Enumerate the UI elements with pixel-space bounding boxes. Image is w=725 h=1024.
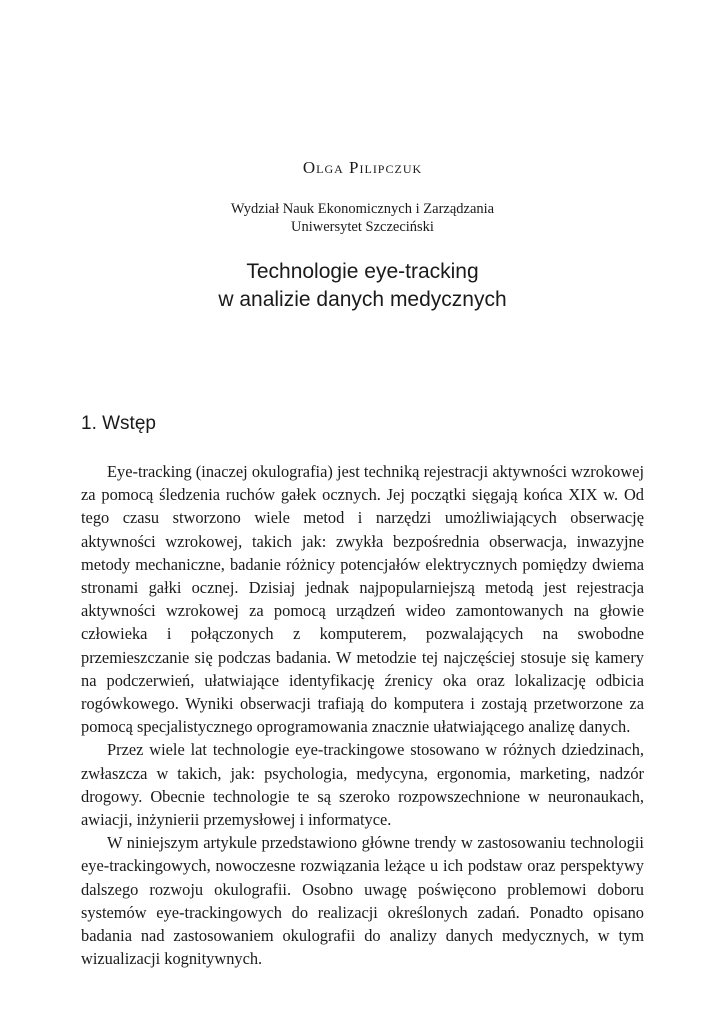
body-paragraph: Przez wiele lat technologie eye-trackingowe stosowano w różnych dziedzinach, zwłaszcza w takich, jak: psychologia, medycyna, ergonomia, marketing, nadzór drogowy. Obecnie technologie te są szeroko rozpowszechnione w neuronaukach, awiacji, inżynierii przemysłowej i informatyce. <box>81 740 644 830</box>
author-name: Olga Pilipczuk <box>302 158 423 177</box>
section-heading: 1. Wstęp <box>81 413 156 434</box>
affiliation-faculty: Wydział Nauk Ekonomicznych i Zarządzania <box>230 201 495 217</box>
section-body <box>81 460 644 970</box>
article-title <box>0 258 725 314</box>
body-paragraph: Eye-tracking (inaczej okulografia) jest techniką rejestracji aktywności wzrokowej za pomocą śledzenia ruchów gałek ocznych. Jej początki sięgają końca XIX w. Od tego czasu stworzono wiele metod i narzędzi umożliwiających obserwację aktywności wzrokowej, takich jak: zwykła bezpośrednia obserwacja, inwazyjne metody mechaniczne, badanie różnicy potencjałów elektrycznych pomiędzy dwiema stronami gałki ocznej. Dzisiaj jednak najpopularniejszą metodą jest rejestracja aktywności wzrokowej za pomocą urządzeń wideo zamontowanych na głowie człowieka i połączonych z komputerem, pozwalających na swobodne przemieszczanie się podczas badania. W metodzie tej najczęściej stosuje się kamery na podczerwień, ułatwiające identyfikację źrenicy oka oraz lokalizację odbicia rogówkowego. Wyniki obserwacji trafiają do komputera i zostają przetworzone za pomocą specjalistycznego oprogramowania znacznie ułatwiającego analizę danych. <box>81 462 644 737</box>
author-affiliation <box>0 200 725 236</box>
body-paragraph: W niniejszym artykule przedstawiono główne trendy w zastosowaniu technologii eye-trackingowych, nowoczesne rozwiązania leżące u ich podstaw oraz perspektywy dalszego rozwoju okulografii. Osobno uwagę poświęcono problemowi doboru systemów eye-trackingowych do realizacji określonych zadań. Ponadto opisano badania nad zastosowaniem okulografii do analizy danych medycznych, w tym wizualizacji kognitywnych. <box>81 833 644 969</box>
article-title-line-1: Technologie eye-tracking <box>246 260 479 283</box>
affiliation-university: Uniwersytet Szczeciński <box>291 219 434 235</box>
article-title-line-2: w analizie danych medycznych <box>218 288 507 311</box>
